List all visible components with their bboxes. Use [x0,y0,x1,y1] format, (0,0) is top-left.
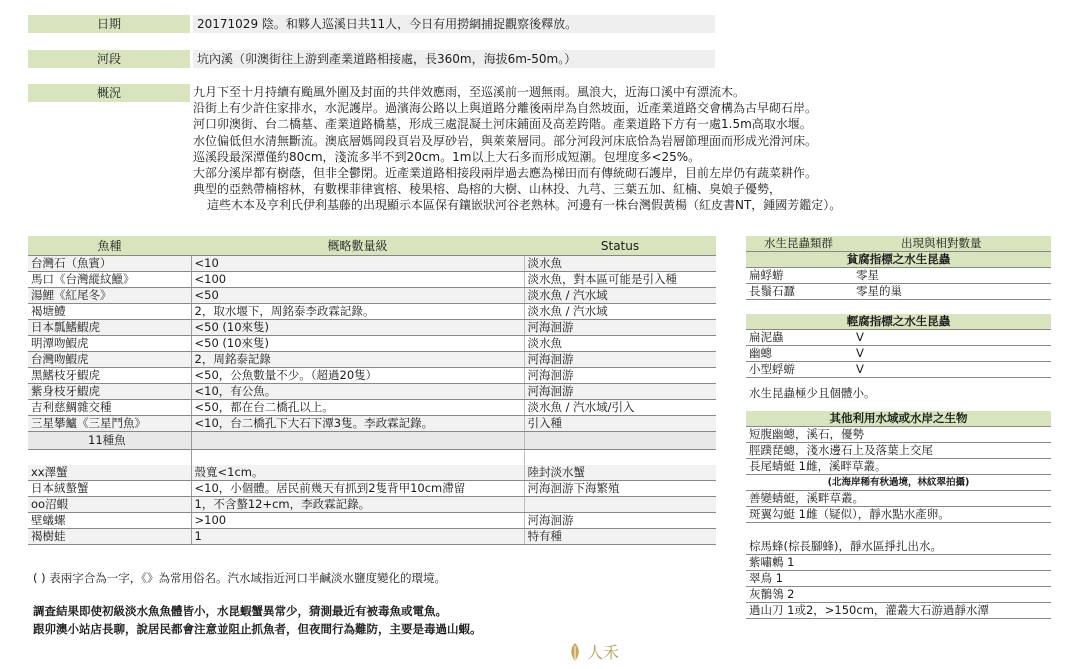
status-cell: 河海洄游 [524,384,716,400]
species-cell: 壁蟻螺 [28,513,191,529]
group-title-row [746,252,1051,268]
quantity-cell: 殼寬<1cm。 [191,465,524,481]
table-row [746,491,1051,507]
table-row [746,507,1051,523]
status-cell: 河海洄游下海繁殖 [524,481,716,497]
table-row [746,539,1051,555]
organism-cell: (北海岸稀有秋過境，林紋翠拍攝) [746,475,1051,491]
date-value: 20171029 陰。和夥人巡溪日共11人，今日有用撈網捕捉觀察後釋放。 [193,15,715,33]
species-cell: 褐塘鱧 [28,304,191,320]
abundance-cell: 零星的巢 [851,284,1051,300]
table-row [746,443,1051,459]
species-cell: 台灣吻鰕虎 [28,352,191,368]
organism-cell: 翠鳥 1 [746,571,1051,587]
group1-title: 貧腐指標之水生昆蟲 [746,252,1051,268]
quantity-cell: <10 [191,256,524,272]
species-cell: 三星攀鱸《三星鬥魚》 [28,416,191,432]
species-cell: 日本瓢鰭鰕虎 [28,320,191,336]
summary-line: 大部分溪岸都有樹蔭，但非全鬱閉。近產業道路相接段兩岸過去應為梯田而有傳統砌石護岸，目前左岸仍有蔬菜耕作。 [193,166,818,181]
organism-cell: 紫嘯鶇 1 [746,555,1051,571]
table-row [746,427,1051,443]
quantity-cell: <10，有公魚。 [191,384,524,400]
fish-table [28,236,716,545]
status-cell [524,497,716,513]
status-cell: 淡水魚 / 汽水域/引入 [524,400,716,416]
quantity-cell: <50 (10來隻) [191,320,524,336]
species-cell: 吉利慈鯛雜交種 [28,400,191,416]
table-row [746,330,1051,346]
quantity-cell: <50，公魚數量不少。（超過20隻） [191,368,524,384]
table-row [28,320,716,336]
quantity-cell: <50 (10來隻) [191,336,524,352]
status-cell: 淡水魚，對本區可能是引入種 [524,272,716,288]
taxon-cell: 幽蟌 [746,346,851,362]
spacer-row [746,300,1051,315]
summary-line: 沿街上有少許住家排水，水泥護岸。過濱海公路以上與道路分離後兩岸為自然坡面，近產業道路交會構為古早砌石岸。 [193,101,818,116]
abundance-cell: V [851,362,1051,378]
taxon-cell: 長鬚石蠶 [746,284,851,300]
group3-title: 其他利用水域或水岸之生物 [746,411,1051,427]
column-header-group: 水生昆蟲類群 [746,236,851,252]
fish-count: 11種魚 [28,432,191,450]
table-row [746,362,1051,378]
section-label: 河段 [28,50,190,68]
species-cell: xx澤蟹 [28,465,191,481]
legend-note: ( ) 表兩字合為一字，《》為常用俗名。汽水域指近河口半鹹淡水鹽度變化的環境。 [33,571,447,585]
status-cell: 河海洄游 [524,368,716,384]
table-row [746,475,1051,491]
table-row [28,400,716,416]
column-header-quantity: 概略數量級 [191,236,524,256]
column-header-status: Status [524,236,716,256]
status-cell: 淡水魚 [524,336,716,352]
summary-line: 水位偏低但水清無斷流。澳底層媽岡段頁岩及厚砂岩，與萊萊層同。部分河段河床底恰為岩層節理面而形成光滑河床。 [193,133,818,148]
species-cell: 日本絨螯蟹 [28,481,191,497]
column-header-species: 魚種 [28,236,191,256]
quantity-cell: <50，都在台二橋孔以上。 [191,400,524,416]
status-cell: 河海洄游 [524,352,716,368]
organism-cell: 長尾蜻蜓 1雌，溪畔草叢。 [746,459,1051,475]
table-row [28,513,716,529]
table-row [746,571,1051,587]
status-cell: 特有種 [524,529,716,545]
quantity-cell: <10，小個體。居民前幾天有抓到2隻背甲10cm滯留 [191,481,524,497]
organism-cell: 棕馬蜂(棕長腳蜂)，靜水區掙扎出水。 [746,539,1051,555]
species-cell: 台灣石（魚賓） [28,256,191,272]
fish-count-row [28,432,716,450]
taxon-cell: 小型蜉蝣 [746,362,851,378]
table-row [28,481,716,497]
organism-cell: 過山刀 1或2，>150cm，灌叢大石游過靜水潭 [746,603,1051,619]
species-cell: 褐樹蛙 [28,529,191,545]
summary-line: 這些木本及亨利氏伊利基藤的出現顯示本區保有鑲嵌狀河谷老熟林。河邊有一株台灣假黃楊（紅皮書NT，鍾國芳鑑定）。 [207,198,842,213]
species-cell: 紫身枝牙鰕虎 [28,384,191,400]
abundance-cell: 零星 [851,268,1051,284]
summary-text [193,84,1053,214]
quantity-cell: 2，周銘泰記錄 [191,352,524,368]
quantity-cell: 2，取水堰下，周銘泰李政霖記錄。 [191,304,524,320]
taxon-cell: 扁蜉蝣 [746,268,851,284]
status-cell: 淡水魚 / 汽水域 [524,304,716,320]
organism-cell: 善變蜻蜓，溪畔草叢。 [746,491,1051,507]
table-row [28,304,716,320]
table-row [746,587,1051,603]
table-row [28,288,716,304]
status-cell: 淡水魚 / 汽水域 [524,288,716,304]
table-row [746,284,1051,300]
finding-note: 調查結果即使初級淡水魚魚體皆小，水昆蝦蟹異常少，猜測最近有被毒魚或電魚。 [33,604,447,618]
insect-table [746,236,1051,619]
group-title-row [746,411,1051,427]
species-cell: oo沼蝦 [28,497,191,513]
section-value: 坑內溪（卯澳街往上游到產業道路相接處，長360m，海拔6m-50m。） [193,50,715,68]
table-row [746,459,1051,475]
species-cell: 馬口《台灣縱紋鱲》 [28,272,191,288]
status-cell: 河海洄游 [524,513,716,529]
quantity-cell: <50 [191,288,524,304]
group2-title: 輕腐指標之水生昆蟲 [746,314,1051,330]
spacer-row [28,450,716,466]
table-row [28,529,716,545]
leaf-icon [568,642,582,662]
quantity-cell: >100 [191,513,524,529]
organism-cell: 短腹幽蟌，溪石，優勢 [746,427,1051,443]
table-row [28,368,716,384]
summary-line: 河口卯澳街、台二橋墓、產業道路橋墓，形成三處混凝土河床鋪面及高差跨階。產業道路下方有一處1.5m高取水堰。 [193,117,812,132]
table-row [28,497,716,513]
abundance-cell: V [851,346,1051,362]
table-row [28,256,716,272]
status-cell: 河海洄游 [524,320,716,336]
organism-cell: 脛蹼琵蟌，淺水邊石上及落葉上交尾 [746,443,1051,459]
column-header-abundance: 出現與相對數量 [851,236,1051,252]
table-row [746,346,1051,362]
insect-note-row [746,386,1051,401]
species-cell: 湯鯉《紅尾冬》 [28,288,191,304]
date-label: 日期 [28,15,190,33]
insect-note: 水生昆蟲極少且個體小。 [749,386,876,400]
abundance-cell: V [851,330,1051,346]
status-cell: 淡水魚 [524,256,716,272]
organism-cell: 灰鶺鴒 2 [746,587,1051,603]
table-row [28,416,716,432]
spacer-row [746,378,1051,387]
table-row [746,603,1051,619]
species-cell: 黑鰭枝牙鰕虎 [28,368,191,384]
summary-line: 巡溪段最深潭僅約80cm，淺流多半不到20cm。1m以上大石多而形成短潮。包埋度多<25%。 [193,149,701,164]
table-row [746,268,1051,284]
spacer-row [746,401,1051,411]
insect-header-row [746,236,1051,252]
species-cell: 明潭吻鰕虎 [28,336,191,352]
status-cell: 引入種 [524,416,716,432]
organism-cell: 斑翼勾蜓 1雌（疑似），靜水點水產卵。 [746,507,1051,523]
table-row [28,465,716,481]
summary-line: 九月下至十月持續有颱風外圍及封面的共伴效應雨，至巡溪前一週無雨。風浪大，近海口溪中有漂流木。 [193,85,746,99]
status-cell: 陸封淡水蟹 [524,465,716,481]
summary-line: 典型的亞熱帶楠榕林，有數棵菲律賓榕、稜果榕、島榕的大樹、山林投、九芎、三葉五加、紅楠、臭娘子優勢， [193,182,782,197]
summary-label: 概況 [28,84,190,102]
table-row [28,384,716,400]
table-row [28,272,716,288]
quantity-cell: 1，不含螯12+cm，李政霖記錄。 [191,497,524,513]
finding-note: 跟卯澳小站店長聊，說居民都會注意並阻止抓魚者，但夜間行為難防，主要是毒過山蝦。 [33,622,482,636]
table-row [28,336,716,352]
watermark-logo [568,640,638,662]
group-title-row [746,314,1051,330]
logo-text: 人禾 [587,643,620,662]
quantity-cell: <100 [191,272,524,288]
quantity-cell: <10，台二橋孔下大石下潭3隻。李政霖記錄。 [191,416,524,432]
quantity-cell: 1 [191,529,524,545]
spacer-row [746,523,1051,540]
table-row [746,555,1051,571]
taxon-cell: 扁泥蟲 [746,330,851,346]
table-row [28,352,716,368]
